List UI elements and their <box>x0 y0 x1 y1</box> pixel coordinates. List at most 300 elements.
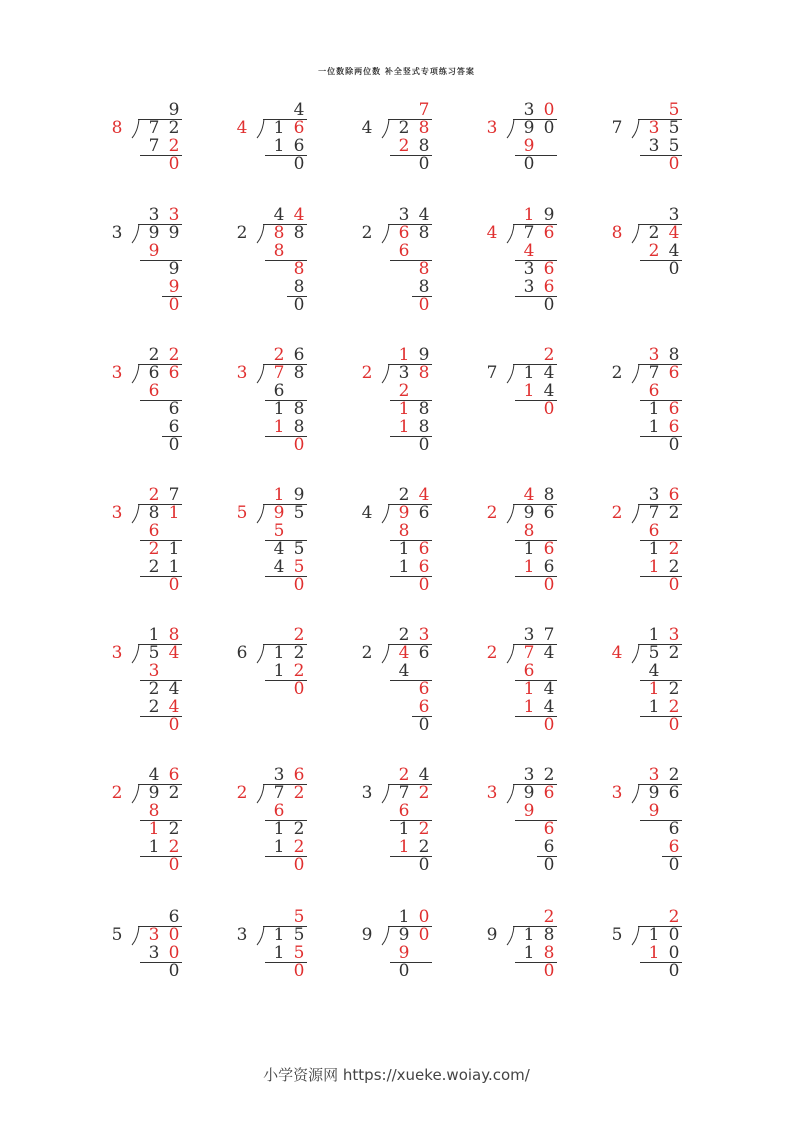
step-digit: 1 <box>273 837 285 857</box>
step-digit: 0 <box>293 435 305 455</box>
dividend-digit: 5 <box>668 118 680 138</box>
divisor: 2 <box>236 223 248 243</box>
step-digit: 2 <box>293 837 305 857</box>
step-digit: 2 <box>668 539 680 559</box>
footer-source: 小学资源网 https://xueke.woiay.com/ <box>263 1066 530 1084</box>
step-digit: 2 <box>293 661 305 681</box>
division-bracket <box>380 504 392 524</box>
division-bracket <box>505 784 517 804</box>
division-problem <box>110 626 190 756</box>
division-bracket <box>630 926 642 946</box>
divisor: 3 <box>111 643 123 663</box>
dividend-digit: 1 <box>523 925 535 945</box>
divisor: 2 <box>236 783 248 803</box>
division-problem <box>610 766 690 896</box>
quotient-digit: 4 <box>293 205 305 225</box>
step-digit: 4 <box>543 679 555 699</box>
division-problem <box>360 486 440 616</box>
step-digit: 1 <box>523 943 535 963</box>
quotient-digit: 3 <box>648 765 660 785</box>
divisor: 3 <box>111 363 123 383</box>
step-digit: 8 <box>293 417 305 437</box>
dividend-digit: 3 <box>398 363 410 383</box>
step-digit: 6 <box>293 136 305 156</box>
step-digit: 8 <box>398 521 410 541</box>
division-bracket <box>630 504 642 524</box>
division-bracket <box>505 504 517 524</box>
divisor: 5 <box>236 503 248 523</box>
step-digit: 1 <box>523 539 535 559</box>
step-digit: 6 <box>543 557 555 577</box>
step-digit: 2 <box>168 136 180 156</box>
division-problem <box>610 486 690 616</box>
quotient-digit: 2 <box>543 765 555 785</box>
division-bracket <box>130 364 142 384</box>
divisor: 4 <box>361 503 373 523</box>
step-digit: 1 <box>273 399 285 419</box>
quotient-digit: 3 <box>273 765 285 785</box>
division-problem <box>360 626 440 756</box>
step-digit: 1 <box>648 539 660 559</box>
dividend-digit: 6 <box>398 223 410 243</box>
dividend-digit: 4 <box>398 643 410 663</box>
step-digit: 6 <box>418 697 430 717</box>
dividend-digit: 6 <box>668 783 680 803</box>
step-digit: 2 <box>148 539 160 559</box>
dividend-digit: 6 <box>543 223 555 243</box>
step-digit: 1 <box>648 417 660 437</box>
step-digit: 6 <box>543 539 555 559</box>
step-digit: 0 <box>293 154 305 174</box>
step-digit: 4 <box>648 661 660 681</box>
step-digit: 1 <box>168 557 180 577</box>
step-digit: 4 <box>543 381 555 401</box>
division-problem <box>235 908 315 1038</box>
division-bracket <box>130 504 142 524</box>
step-digit: 0 <box>668 855 680 875</box>
step-digit: 6 <box>668 819 680 839</box>
division-bracket <box>130 119 142 139</box>
divisor: 2 <box>486 503 498 523</box>
step-digit: 0 <box>168 154 180 174</box>
dividend-digit: 7 <box>273 363 285 383</box>
division-bracket <box>630 119 642 139</box>
step-digit: 1 <box>273 819 285 839</box>
quotient-digit: 2 <box>273 345 285 365</box>
step-digit: 8 <box>418 399 430 419</box>
divisor: 2 <box>361 223 373 243</box>
step-digit: 1 <box>648 399 660 419</box>
step-digit: 5 <box>293 539 305 559</box>
dividend-digit: 9 <box>398 503 410 523</box>
division-bracket <box>255 119 267 139</box>
divisor: 3 <box>486 118 498 138</box>
step-digit: 3 <box>523 277 535 297</box>
dividend-digit: 1 <box>273 118 285 138</box>
division-bracket <box>380 119 392 139</box>
quotient-digit: 6 <box>293 765 305 785</box>
step-digit: 5 <box>273 521 285 541</box>
dividend-digit: 9 <box>523 503 535 523</box>
dividend-digit: 2 <box>168 783 180 803</box>
step-digit: 0 <box>168 961 180 981</box>
dividend-digit: 2 <box>668 503 680 523</box>
division-bracket <box>380 644 392 664</box>
step-digit: 0 <box>293 679 305 699</box>
dividend-digit: 7 <box>523 223 535 243</box>
step-digit: 6 <box>418 679 430 699</box>
division-problem <box>360 766 440 896</box>
step-digit: 4 <box>523 241 535 261</box>
quotient-digit: 3 <box>523 625 535 645</box>
dividend-digit: 7 <box>648 363 660 383</box>
step-digit: 0 <box>668 575 680 595</box>
step-digit: 6 <box>648 381 660 401</box>
division-bracket <box>255 364 267 384</box>
step-digit: 1 <box>148 837 160 857</box>
division-bracket <box>255 926 267 946</box>
divisor: 8 <box>611 223 623 243</box>
step-digit: 8 <box>523 521 535 541</box>
step-digit: 0 <box>668 259 680 279</box>
step-digit: 0 <box>168 715 180 735</box>
quotient-digit: 4 <box>293 100 305 120</box>
divisor: 5 <box>111 925 123 945</box>
dividend-digit: 9 <box>523 118 535 138</box>
step-digit: 6 <box>543 277 555 297</box>
dividend-digit: 6 <box>418 503 430 523</box>
dividend-digit: 4 <box>543 363 555 383</box>
dividend-digit: 2 <box>168 118 180 138</box>
quotient-digit: 0 <box>543 100 555 120</box>
divisor: 5 <box>611 925 623 945</box>
quotient-digit: 3 <box>648 345 660 365</box>
step-digit: 0 <box>418 295 430 315</box>
step-digit: 9 <box>523 136 535 156</box>
step-digit: 0 <box>293 575 305 595</box>
dividend-digit: 9 <box>148 223 160 243</box>
step-digit: 2 <box>148 697 160 717</box>
quotient-digit: 7 <box>168 485 180 505</box>
quotient-digit: 9 <box>543 205 555 225</box>
quotient-digit: 2 <box>543 907 555 927</box>
quotient-digit: 5 <box>668 100 680 120</box>
step-digit: 0 <box>168 295 180 315</box>
divisor: 3 <box>111 503 123 523</box>
dividend-digit: 0 <box>543 118 555 138</box>
quotient-digit: 2 <box>543 345 555 365</box>
divisor: 2 <box>361 643 373 663</box>
step-digit: 1 <box>168 539 180 559</box>
step-digit: 8 <box>418 136 430 156</box>
division-problem <box>110 486 190 616</box>
division-bracket <box>255 784 267 804</box>
step-digit: 1 <box>648 943 660 963</box>
step-digit: 6 <box>148 521 160 541</box>
step-digit: 4 <box>168 697 180 717</box>
step-digit: 1 <box>273 661 285 681</box>
step-digit: 5 <box>293 557 305 577</box>
step-digit: 2 <box>148 557 160 577</box>
step-digit: 0 <box>543 295 555 315</box>
step-digit: 0 <box>168 435 180 455</box>
quotient-digit: 4 <box>273 205 285 225</box>
step-digit: 0 <box>168 943 180 963</box>
dividend-digit: 7 <box>273 783 285 803</box>
dividend-digit: 8 <box>293 363 305 383</box>
division-bracket <box>380 224 392 244</box>
dividend-digit: 2 <box>293 783 305 803</box>
step-digit: 1 <box>523 557 535 577</box>
dividend-digit: 1 <box>168 503 180 523</box>
step-digit: 8 <box>148 801 160 821</box>
step-digit: 2 <box>648 241 660 261</box>
dividend-digit: 8 <box>418 363 430 383</box>
divisor: 2 <box>611 363 623 383</box>
division-bracket <box>130 784 142 804</box>
dividend-digit: 2 <box>418 783 430 803</box>
division-problem <box>110 346 190 476</box>
step-digit: 9 <box>398 943 410 963</box>
dividend-digit: 8 <box>148 503 160 523</box>
division-problem <box>360 206 440 336</box>
divisor: 6 <box>236 643 248 663</box>
quotient-digit: 1 <box>648 625 660 645</box>
step-digit: 0 <box>168 575 180 595</box>
step-digit: 4 <box>668 241 680 261</box>
division-bracket <box>630 364 642 384</box>
quotient-digit: 2 <box>668 765 680 785</box>
quotient-digit: 4 <box>418 485 430 505</box>
division-problem <box>110 206 190 336</box>
quotient-digit: 3 <box>648 485 660 505</box>
step-digit: 8 <box>418 417 430 437</box>
quotient-digit: 3 <box>523 100 535 120</box>
step-digit: 4 <box>398 661 410 681</box>
quotient-digit: 2 <box>668 907 680 927</box>
step-digit: 0 <box>523 154 535 174</box>
step-digit: 0 <box>543 715 555 735</box>
quotient-digit: 0 <box>418 907 430 927</box>
division-problem <box>485 346 565 476</box>
dividend-digit: 8 <box>418 223 430 243</box>
divisor: 4 <box>236 118 248 138</box>
quotient-digit: 6 <box>168 765 180 785</box>
divisor: 7 <box>486 363 498 383</box>
dividend-digit: 4 <box>168 643 180 663</box>
step-digit: 2 <box>168 819 180 839</box>
division-bracket <box>255 224 267 244</box>
divisor: 3 <box>486 783 498 803</box>
step-digit: 6 <box>418 539 430 559</box>
step-digit: 1 <box>398 399 410 419</box>
dividend-digit: 3 <box>648 118 660 138</box>
division-problem <box>485 908 565 1038</box>
quotient-digit: 4 <box>418 205 430 225</box>
step-digit: 1 <box>398 837 410 857</box>
division-bracket <box>130 926 142 946</box>
dividend-digit: 6 <box>293 118 305 138</box>
dividend-digit: 5 <box>293 925 305 945</box>
quotient-digit: 2 <box>168 345 180 365</box>
dividend-digit: 2 <box>398 118 410 138</box>
step-digit: 6 <box>668 399 680 419</box>
quotient-digit: 1 <box>523 205 535 225</box>
step-digit: 1 <box>523 697 535 717</box>
dividend-digit: 6 <box>668 363 680 383</box>
divisor: 4 <box>486 223 498 243</box>
step-digit: 7 <box>148 136 160 156</box>
division-problem <box>235 346 315 476</box>
quotient-digit: 8 <box>168 625 180 645</box>
dividend-digit: 7 <box>523 643 535 663</box>
quotient-digit: 3 <box>523 765 535 785</box>
division-bracket <box>505 224 517 244</box>
dividend-digit: 9 <box>148 783 160 803</box>
step-digit: 3 <box>148 661 160 681</box>
dividend-digit: 5 <box>293 503 305 523</box>
quotient-digit: 3 <box>168 205 180 225</box>
page-title: 一位数除两位数 补全竖式专项练习答案 <box>318 67 475 76</box>
step-digit: 1 <box>648 557 660 577</box>
divisor: 3 <box>111 223 123 243</box>
step-digit: 9 <box>168 277 180 297</box>
step-digit: 8 <box>293 277 305 297</box>
dividend-digit: 6 <box>148 363 160 383</box>
dividend-digit: 5 <box>648 643 660 663</box>
quotient-digit: 4 <box>523 485 535 505</box>
step-digit: 6 <box>273 381 285 401</box>
division-problem <box>610 346 690 476</box>
step-digit: 1 <box>398 819 410 839</box>
step-digit: 6 <box>543 819 555 839</box>
quotient-digit: 3 <box>668 625 680 645</box>
division-problem <box>235 486 315 616</box>
division-bracket <box>130 224 142 244</box>
quotient-digit: 1 <box>398 907 410 927</box>
division-problem <box>110 908 190 1038</box>
step-digit: 0 <box>543 961 555 981</box>
step-digit: 2 <box>418 819 430 839</box>
dividend-digit: 9 <box>168 223 180 243</box>
step-digit: 8 <box>543 943 555 963</box>
quotient-digit: 2 <box>148 345 160 365</box>
divisor: 8 <box>111 118 123 138</box>
step-digit: 0 <box>293 295 305 315</box>
dividend-digit: 1 <box>523 363 535 383</box>
step-digit: 6 <box>148 381 160 401</box>
quotient-digit: 9 <box>418 345 430 365</box>
dividend-digit: 4 <box>543 643 555 663</box>
step-digit: 6 <box>398 241 410 261</box>
division-bracket <box>505 364 517 384</box>
step-digit: 0 <box>668 943 680 963</box>
step-digit: 0 <box>668 715 680 735</box>
division-bracket <box>255 644 267 664</box>
dividend-digit: 1 <box>273 925 285 945</box>
step-digit: 0 <box>543 575 555 595</box>
division-problem <box>610 908 690 1038</box>
division-problem <box>485 206 565 336</box>
quotient-digit: 9 <box>293 485 305 505</box>
quotient-digit: 6 <box>168 907 180 927</box>
step-digit: 6 <box>543 837 555 857</box>
divisor: 3 <box>236 363 248 383</box>
step-digit: 0 <box>418 855 430 875</box>
dividend-digit: 8 <box>273 223 285 243</box>
step-digit: 6 <box>418 557 430 577</box>
step-digit: 3 <box>523 259 535 279</box>
dividend-digit: 9 <box>648 783 660 803</box>
division-bracket <box>380 364 392 384</box>
division-problem <box>235 626 315 756</box>
dividend-digit: 2 <box>668 643 680 663</box>
quotient-digit: 6 <box>293 345 305 365</box>
quotient-digit: 7 <box>543 625 555 645</box>
step-digit: 5 <box>293 943 305 963</box>
step-digit: 0 <box>543 399 555 419</box>
step-digit: 1 <box>523 381 535 401</box>
division-problem <box>235 766 315 896</box>
division-bracket <box>505 926 517 946</box>
quotient-digit: 2 <box>398 625 410 645</box>
step-digit: 1 <box>273 136 285 156</box>
quotient-digit: 2 <box>293 625 305 645</box>
step-digit: 6 <box>273 801 285 821</box>
quotient-digit: 1 <box>398 345 410 365</box>
division-bracket <box>630 224 642 244</box>
step-digit: 0 <box>418 575 430 595</box>
quotient-digit: 1 <box>273 485 285 505</box>
division-bracket <box>630 784 642 804</box>
quotient-digit: 7 <box>418 100 430 120</box>
step-digit: 2 <box>668 697 680 717</box>
quotient-digit: 1 <box>148 625 160 645</box>
step-digit: 1 <box>398 539 410 559</box>
division-problem <box>610 626 690 756</box>
divisor: 9 <box>361 925 373 945</box>
step-digit: 1 <box>648 679 660 699</box>
quotient-digit: 8 <box>668 345 680 365</box>
dividend-digit: 0 <box>668 925 680 945</box>
divisor: 3 <box>611 783 623 803</box>
step-digit: 0 <box>418 154 430 174</box>
step-digit: 1 <box>523 679 535 699</box>
quotient-digit: 4 <box>148 765 160 785</box>
step-digit: 4 <box>273 539 285 559</box>
divisor: 3 <box>236 925 248 945</box>
dividend-digit: 8 <box>543 925 555 945</box>
step-digit: 0 <box>543 855 555 875</box>
step-digit: 0 <box>168 855 180 875</box>
division-bracket <box>380 784 392 804</box>
divisor: 2 <box>486 643 498 663</box>
divisor: 4 <box>361 118 373 138</box>
dividend-digit: 0 <box>418 925 430 945</box>
step-digit: 6 <box>543 259 555 279</box>
division-problem <box>610 206 690 336</box>
dividend-digit: 1 <box>648 925 660 945</box>
step-digit: 9 <box>168 259 180 279</box>
divisor: 4 <box>611 643 623 663</box>
division-problem <box>485 626 565 756</box>
step-digit: 8 <box>293 399 305 419</box>
step-digit: 2 <box>148 679 160 699</box>
step-digit: 6 <box>523 661 535 681</box>
step-digit: 8 <box>418 277 430 297</box>
dividend-digit: 7 <box>648 503 660 523</box>
division-bracket <box>505 119 517 139</box>
